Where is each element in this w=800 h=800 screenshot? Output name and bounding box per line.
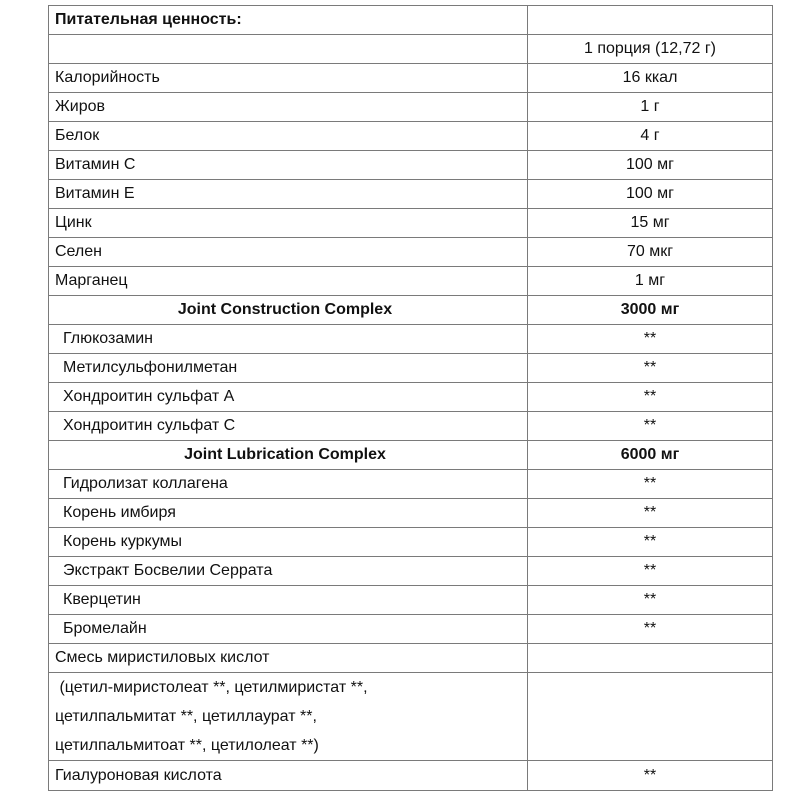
table-row — [49, 528, 773, 557]
table-row — [49, 238, 773, 267]
nutrient-name: Марганец — [49, 267, 528, 296]
nutrient-value: 16 ккал — [528, 64, 773, 93]
serving-size: 1 порция (12,72 г) — [528, 35, 773, 64]
header-empty-cell — [528, 6, 773, 35]
nutrient-name: Витамин Е — [49, 180, 528, 209]
table-row — [49, 586, 773, 615]
ingredient-value: ** — [528, 586, 773, 615]
ingredient-name: Хондроитин сульфат С — [49, 412, 528, 441]
table-row — [49, 93, 773, 122]
table-row — [49, 122, 773, 151]
nutrient-value: 100 мг — [528, 180, 773, 209]
nutrient-value: 1 г — [528, 93, 773, 122]
blend-details — [49, 673, 528, 761]
blend-line: цетилпальмитат **, цетиллаурат **, — [55, 708, 317, 725]
nutrient-value: 1 мг — [528, 267, 773, 296]
nutrient-name: Жиров — [49, 93, 528, 122]
table-row — [49, 267, 773, 296]
table-row — [49, 180, 773, 209]
blend-empty-cell — [528, 644, 773, 673]
serving-row — [49, 35, 773, 64]
table-row — [49, 557, 773, 586]
ingredient-value: ** — [528, 412, 773, 441]
nutrient-name: Гиалуроновая кислота — [49, 761, 528, 791]
serving-empty-cell — [49, 35, 528, 64]
ingredient-name: Кверцетин — [49, 586, 528, 615]
blend-line: цетилпальмитоат **, цетилолеат **) — [55, 737, 319, 754]
ingredient-value: ** — [528, 557, 773, 586]
ingredient-name: Экстракт Босвелии Серрата — [49, 557, 528, 586]
table-row — [49, 354, 773, 383]
ingredient-name: Метилсульфонилметан — [49, 354, 528, 383]
table-row — [49, 761, 773, 791]
blend-name: Смесь миристиловых кислот — [49, 644, 528, 673]
table-row — [49, 499, 773, 528]
ingredient-value: ** — [528, 354, 773, 383]
blend-row — [49, 644, 773, 673]
nutrient-value: 4 г — [528, 122, 773, 151]
nutrient-value: ** — [528, 761, 773, 791]
ingredient-name: Корень куркумы — [49, 528, 528, 557]
table-header-row — [49, 6, 773, 35]
nutrient-name: Селен — [49, 238, 528, 267]
table-row — [49, 615, 773, 644]
table-row — [49, 151, 773, 180]
group-row-joint-construction — [49, 296, 773, 325]
blend-line: (цетил-миристолеат **, цетилмиристат **, — [55, 679, 368, 696]
group-value: 3000 мг — [528, 296, 773, 325]
nutrient-name: Белок — [49, 122, 528, 151]
table-row — [49, 209, 773, 238]
nutrition-title: Питательная ценность: — [49, 6, 528, 35]
ingredient-name: Хондроитин сульфат А — [49, 383, 528, 412]
ingredient-value: ** — [528, 528, 773, 557]
nutrient-value: 70 мкг — [528, 238, 773, 267]
group-name: Joint Lubrication Complex — [49, 441, 528, 470]
nutrient-name: Цинк — [49, 209, 528, 238]
nutrient-name: Калорийность — [49, 64, 528, 93]
ingredient-value: ** — [528, 499, 773, 528]
ingredient-value: ** — [528, 615, 773, 644]
table-row — [49, 383, 773, 412]
blend-details-empty-cell — [528, 673, 773, 761]
table-row — [49, 470, 773, 499]
ingredient-value: ** — [528, 383, 773, 412]
ingredient-name: Глюкозамин — [49, 325, 528, 354]
ingredient-value: ** — [528, 470, 773, 499]
ingredient-name: Корень имбиря — [49, 499, 528, 528]
blend-details-row — [49, 673, 773, 761]
table-row — [49, 325, 773, 354]
nutrient-value: 100 мг — [528, 151, 773, 180]
ingredient-name: Гидролизат коллагена — [49, 470, 528, 499]
table-row — [49, 64, 773, 93]
group-row-joint-lubrication — [49, 441, 773, 470]
table-row — [49, 412, 773, 441]
nutrient-value: 15 мг — [528, 209, 773, 238]
group-value: 6000 мг — [528, 441, 773, 470]
nutrition-table — [48, 5, 773, 791]
nutrient-name: Витамин С — [49, 151, 528, 180]
ingredient-value: ** — [528, 325, 773, 354]
ingredient-name: Бромелайн — [49, 615, 528, 644]
group-name: Joint Construction Complex — [49, 296, 528, 325]
